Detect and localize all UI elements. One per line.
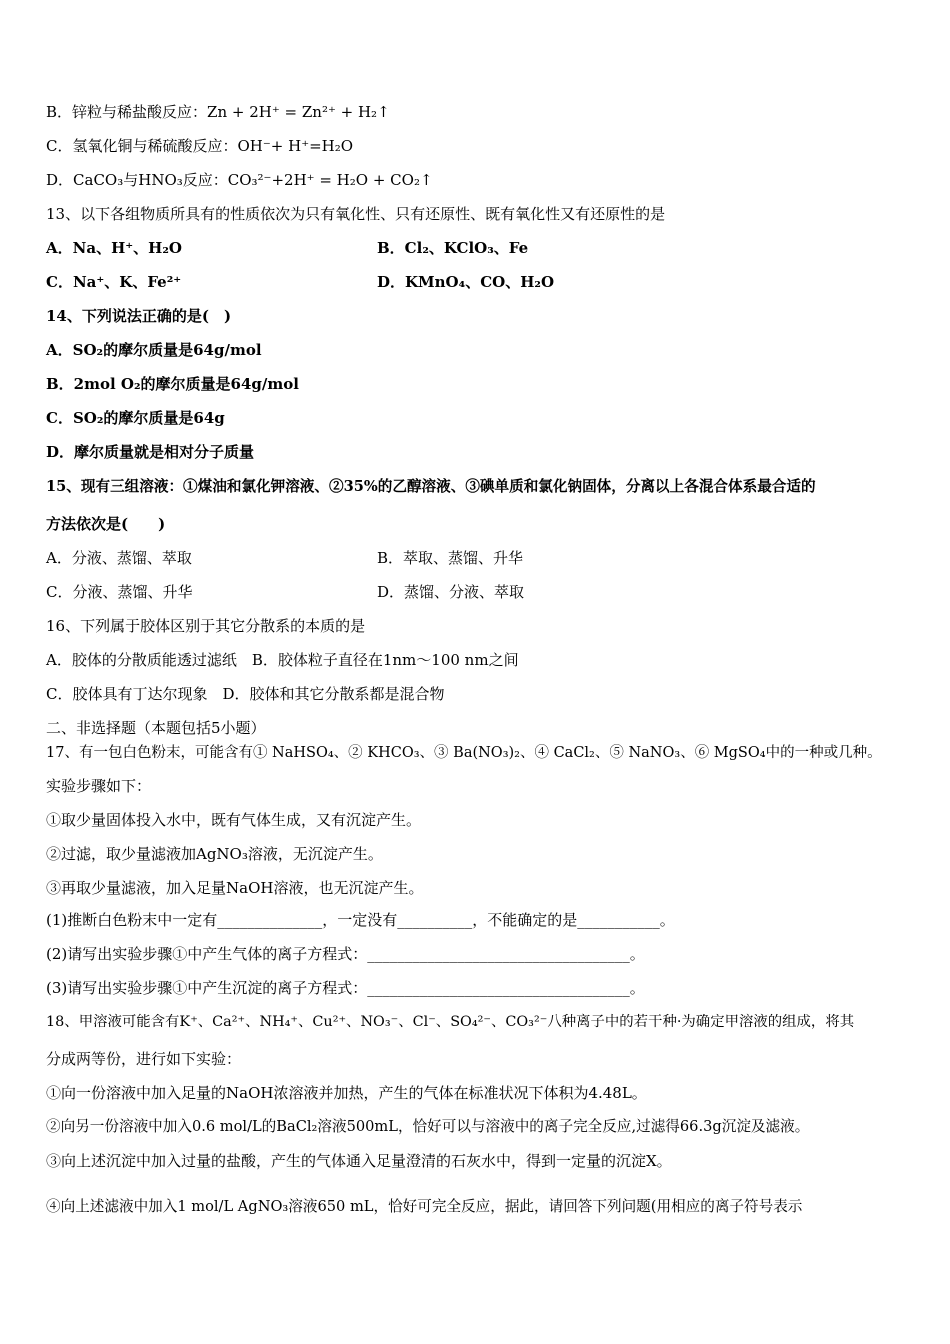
q13-option-a: A．Na、H⁺、H₂O (46, 239, 182, 257)
q12-option-b: B．锌粒与稀盐酸反应：Zn + 2H⁺ = Zn²⁺ + H₂↑ (46, 103, 390, 121)
q15-stem-line1: 15、现有三组溶液：①煤油和氯化钾溶液、②35%的乙醇溶液、③碘单质和氯化钠固体，分离以上各混合体系最合适的 (46, 478, 816, 495)
q17-step-3: ③再取少量滤液，加入足量NaOH溶液，也无沉淀产生。 (46, 879, 424, 897)
q14-stem: 14、下列说法正确的是( ) (46, 307, 232, 325)
q15-option-d: D．蒸馏、分液、萃取 (377, 583, 525, 601)
q18-step-1: ①向一份溶液中加入足量的NaOH浓溶液并加热，产生的气体在标准状况下体积为4.48L。 (46, 1084, 647, 1102)
q17-step-2: ②过滤，取少量滤液加AgNO₃溶液，无沉淀产生。 (46, 845, 383, 863)
q18-stem-line1: 18、甲溶液可能含有K⁺、Ca²⁺、NH₄⁺、Cu²⁺、NO₃⁻、Cl⁻、SO₄²⁻、CO₃²⁻八种离子中的若干种·为确定甲溶液的组成，将其 (46, 1014, 855, 1030)
q17-part-2: (2)请写出实验步骤①中产生气体的离子方程式：___________________________________。 (46, 945, 645, 963)
q15-stem-line2: 方法依次是( ) (46, 515, 166, 533)
q18-stem-line2: 分成两等份，进行如下实验： (46, 1050, 242, 1068)
q18-step-4: ④向上述滤液中加入1 mol/L AgNO₃溶液650 mL，恰好可完全反应，据此，请回答下列问题(用相应的离子符号表示 (46, 1198, 803, 1215)
q14-option-b: B．2mol O₂的摩尔质量是64g/mol (46, 375, 299, 393)
q17-steps-intro: 实验步骤如下： (46, 777, 152, 795)
q17-part-3: (3)请写出实验步骤①中产生沉淀的离子方程式：___________________________________。 (46, 979, 645, 997)
q15-option-c: C．分液、蒸馏、升华 (46, 583, 193, 601)
q14-option-a: A．SO₂的摩尔质量是64g/mol (46, 341, 262, 359)
q13-option-b: B．Cl₂、KClO₃、Fe (377, 239, 529, 257)
q17-part-1: (1)推断白色粉末中一定有______________，一定没有__________，不能确定的是___________。 (46, 911, 675, 929)
q16-options-ab: A．胶体的分散质能透过滤纸 B．胶体粒子直径在1nm～100 nm之间 (46, 651, 519, 669)
q15-option-b: B．萃取、蒸馏、升华 (377, 549, 524, 567)
q13-option-d: D．KMnO₄、CO、H₂O (377, 273, 555, 291)
q12-option-d: D．CaCO₃与HNO₃反应：CO₃²⁻+2H⁺ = H₂O + CO₂↑ (46, 171, 433, 189)
section-heading: 二、非选择题（本题包括5小题） (46, 719, 266, 737)
q18-step-3: ③向上述沉淀中加入过量的盐酸，产生的气体通入足量澄清的石灰水中，得到一定量的沉淀X。 (46, 1152, 672, 1170)
q12-option-c: C．氢氧化铜与稀硫酸反应：OH⁻+ H⁺=H₂O (46, 137, 354, 155)
q14-option-d: D．摩尔质量就是相对分子质量 (46, 443, 255, 461)
q15-option-a: A．分液、蒸馏、萃取 (46, 549, 192, 567)
q13-stem: 13、以下各组物质所具有的性质依次为只有氧化性、只有还原性、既有氧化性又有还原性的是 (46, 205, 666, 223)
q17-step-1: ①取少量固体投入水中，既有气体生成，又有沉淀产生。 (46, 811, 422, 829)
q13-option-c: C．Na⁺、K、Fe²⁺ (46, 273, 182, 291)
q16-options-cd: C．胶体具有丁达尔现象 D．胶体和其它分散系都是混合物 (46, 685, 445, 703)
q16-stem: 16、下列属于胶体区别于其它分散系的本质的是 (46, 617, 366, 635)
q14-option-c: C．SO₂的摩尔质量是64g (46, 409, 225, 427)
q17-stem: 17、有一包白色粉末，可能含有① NaHSO₄、② KHCO₃、③ Ba(NO₃)₂、④ CaCl₂、⑤ NaNO₃、⑥ MgSO₄中的一种或几种。 (46, 745, 882, 761)
q18-step-2: ②向另一份溶液中加入0.6 mol/L的BaCl₂溶液500mL，恰好可以与溶液中的离子完全反应,过滤得66.3g沉淀及滤液。 (46, 1118, 810, 1135)
